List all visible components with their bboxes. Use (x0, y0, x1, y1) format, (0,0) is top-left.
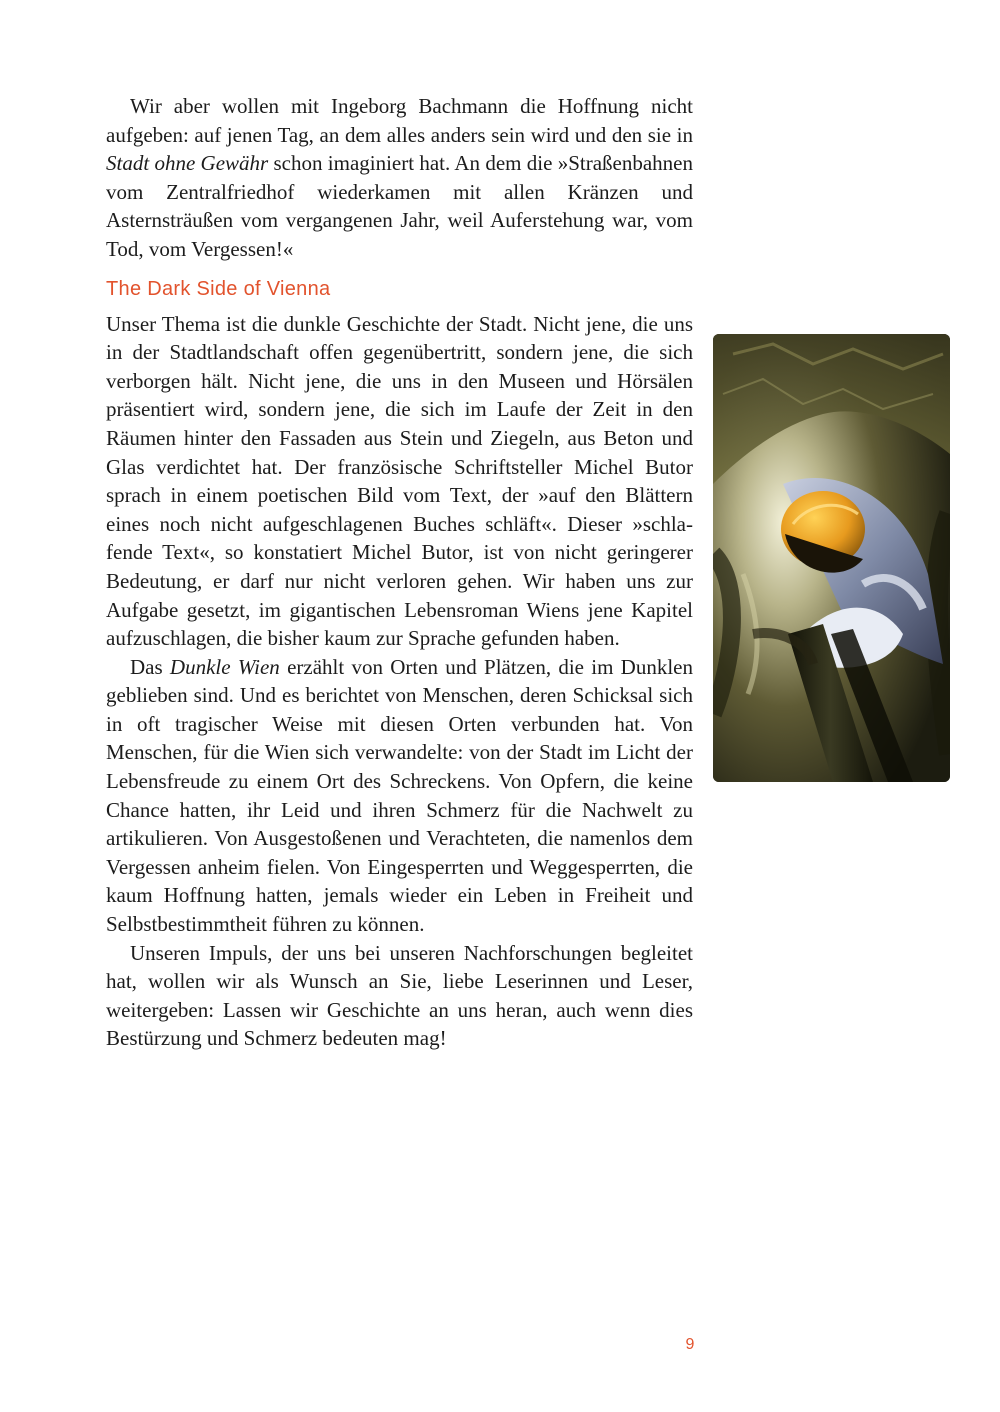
tunnel-explorer-photo (713, 334, 950, 782)
section-heading: The Dark Side of Vienna (106, 277, 331, 300)
page-number: 9 (685, 1336, 695, 1353)
book-title-italic: Stadt ohne Gewähr (106, 151, 269, 176)
dunkle-wien-italic: Dunkle Wien (169, 654, 280, 679)
section-paragraph-1: Unser Thema ist die dunkle Geschichte der Stadt. Nicht jene, die uns in der Stadtlandschaft offen gegenübertritt, sondern jene, die sich verborgen hält. Nicht jene, die uns in den Museen und Hörsälen präsentiert wird, sondern jene, die sich im Laufe der Zeit in den Räumen hinter den Fassaden aus Stein und Ziegeln, aus Beton und Glas verdichtet hat. Der französische Schriftsteller Michel Butor sprach in einem poetischen Bild vom Text, der »auf den Blättern eines noch nicht aufgeschlagenen Buches schläft«. Dieser »schlafende Text«, so konstatiert Michel Butor, ist von nicht geringerer Bedeutung, er darf nur nicht verloren gehen. Wir haben uns zur Aufgabe gesetzt, im gigantischen Lebensroman Wiens jene Kapitel aufzuschlagen, die bisher kaum zur Sprache gefunden haben. (106, 311, 693, 651)
section-paragraph-3: Unseren Impuls, der uns bei unseren Nachforschungen begleitet hat, wollen wir als Wunsch an Sie, liebe Leserinnen und Leser, weitergeben: Lassen wir Geschichte an uns heran, auch wenn dies Bestürzung und Schmerz bedeuten mag! (106, 940, 693, 1051)
paragraph-2-rest: erzählt von Orten und Plätzen, die im Dunklen geblieben sind. Und es berichtet von Menschen, deren Schicksal sich in oft tragischer Weise mit diesen Orten verbunden hat. Von Menschen, für die Wien sich verwandelte: von der Stadt im Licht der Lebensfreude zu einem Ort des Schreckens. Von Opfern, die keine Chance hatten, ihr Leid und ihren Schmerz für die Nachwelt zu artikulieren. Von Ausgestoßenen und Verachteten, die namenlos dem Vergessen anheim fielen. Von Eingesperrten und Weggesperrten, die kaum Hoffnung hatten, jemals wieder ein Leben in Freiheit und Selbstbestimmtheit führen zu können. (106, 654, 693, 937)
intro-text-1: Wir aber wollen mit Ingeborg Bachmann die Hoffnung nicht aufgeben: auf jenen Tag, an dem alles anders sein wird und den sie in (106, 94, 693, 147)
intro-text-2: schon imaginiert hat. An dem die »Straßenbahnen vom Zentralfriedhof wiederkamen mit allen Kränzen und Asternsträußen vom vergangenen Jahr, weil Auferstehung war, vom Tod, vom Vergessen!« (106, 151, 693, 261)
text-column (106, 92, 693, 1053)
tunnel-explorer-illustration (713, 334, 950, 782)
paragraph-2-prefix: Das (130, 654, 170, 679)
section-paragraph-2 (106, 653, 693, 939)
intro-paragraph (106, 92, 693, 264)
